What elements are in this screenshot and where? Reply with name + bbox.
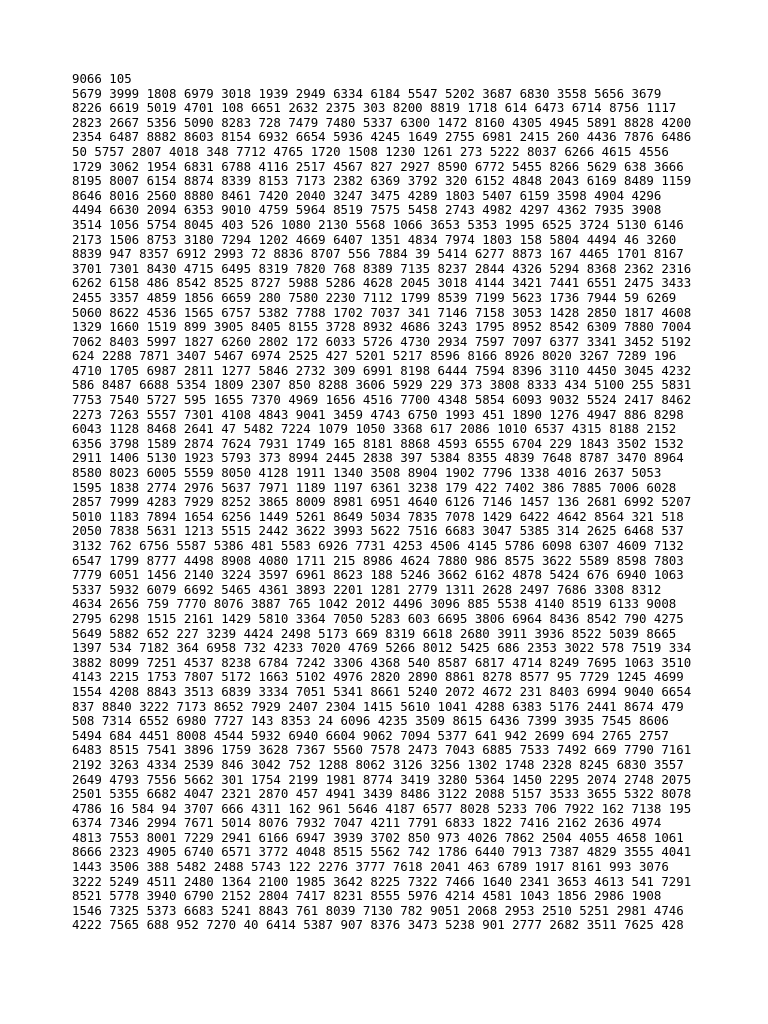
text-line: 2173 1506 8753 3180 7294 1202 4669 6407 1351 4834 7974 1803 158 5804 4494 46 3260 (72, 231, 677, 247)
text-line: 2050 7838 5631 1213 5515 2442 3622 3993 5622 7516 6683 3047 5385 314 2625 6468 537 (72, 523, 684, 539)
text-line: 6483 8515 7541 3896 1759 3628 7367 5560 7578 2473 7043 6885 7533 7492 669 7790 7161 (72, 742, 692, 758)
text-line: 837 8840 3222 7173 8652 7929 2407 2304 1415 5610 1041 4288 6383 5176 2441 8674 479 (72, 698, 684, 714)
text-line: 6356 3798 1589 2874 7624 7931 1749 165 8181 8868 4593 6555 6704 229 1843 3502 1532 (72, 435, 684, 451)
text-line: 508 7314 6552 6980 7727 143 8353 24 6096 4235 3509 8615 6436 7399 3935 7545 8606 (72, 713, 669, 729)
document-page (72, 72, 712, 933)
text-line: 1546 7325 5373 6683 5241 8843 761 8039 7130 782 9051 2068 2953 2510 5251 2981 4746 (72, 902, 684, 918)
text-line: 2354 6487 8882 8603 8154 6932 6654 5936 4245 1649 2755 6981 2415 260 4436 7876 6486 (72, 129, 692, 145)
text-line: 1329 1660 1519 899 3905 8405 8155 3728 8932 4686 3243 1795 8952 8542 6309 7880 7004 (72, 319, 692, 335)
text-line: 3514 1056 5754 8045 403 526 1080 2130 5568 1066 3653 5353 1995 6525 3724 5130 6146 (72, 216, 684, 232)
text-line: 8666 2323 4905 6740 6571 3772 4048 8515 5562 742 1786 6440 7913 7387 4829 3555 4041 (72, 844, 692, 860)
text-line: 4143 2215 1753 7807 5172 1663 5102 4976 2820 2890 8861 8278 8577 95 7729 1245 4699 (72, 669, 684, 685)
text-line: 7062 8403 5997 1827 6260 2802 172 6033 5726 4730 2934 7597 7097 6377 3341 3452 5192 (72, 333, 692, 349)
text-line: 7753 7540 5727 595 1655 7370 4969 1656 4516 7700 4348 5854 6093 9032 5524 2417 8462 (72, 392, 692, 408)
text-line: 8521 5778 3940 6790 2152 2804 7417 8231 8555 5976 4214 4581 1043 1856 2986 1908 (72, 888, 662, 904)
text-line: 6043 1128 8468 2641 47 5482 7224 1079 1050 3368 617 2086 1010 6537 4315 8188 2152 (72, 421, 677, 437)
text-line: 8580 8023 6005 5559 8050 4128 1911 1340 3508 8904 1902 7796 1338 4016 2637 5053 (72, 465, 662, 481)
text-line: 5679 3999 1808 6979 3018 1939 2949 6334 6184 5547 5202 3687 6830 3558 5656 3679 (72, 85, 662, 101)
text-line: 1729 3062 1954 6831 6788 4116 2517 4567 827 2927 8590 6772 5455 8266 5629 638 3666 (72, 158, 684, 174)
text-line: 1595 1838 2774 2976 5637 7971 1189 1197 6361 3238 179 422 7402 386 7885 7006 6028 (72, 479, 677, 495)
text-line: 2911 1406 5130 1923 5793 373 8994 2445 2838 397 5384 8355 4839 7648 8787 3470 8964 (72, 450, 684, 466)
text-line: 6262 6158 486 8542 8525 8727 5988 5286 4628 2045 3018 4144 3421 7441 6551 2475 3433 (72, 275, 692, 291)
number-text-block (72, 72, 712, 933)
text-line: 4786 16 584 94 3707 666 4311 162 961 5646 4187 6577 8028 5233 706 7922 162 7138 195 (72, 800, 692, 816)
text-line: 1554 4208 8843 3513 6839 3334 7051 5341 8661 5240 2072 4672 231 8403 6994 9040 6654 (72, 683, 692, 699)
text-line: 6374 7346 2994 7671 5014 8076 7932 7047 4211 7791 6833 1822 7416 2162 2636 4974 (72, 815, 662, 831)
text-line: 9066 105 (72, 71, 132, 86)
text-line: 5649 5882 652 227 3239 4424 2498 5173 669 8319 6618 2680 3911 3936 8522 5039 8665 (72, 625, 677, 641)
text-line: 1443 3506 388 5482 2488 5743 122 2276 3777 7618 2041 463 6789 1917 8161 993 3076 (72, 859, 669, 875)
text-line: 4494 6630 2094 6353 9010 4759 5964 8519 7575 5458 2743 4982 4297 4362 7935 3908 (72, 202, 662, 218)
text-line: 5337 5932 6079 6692 5465 4361 3893 2201 1281 2779 1311 2628 2497 7686 3308 8312 (72, 581, 662, 597)
text-line: 3132 762 6756 5587 5386 481 5583 6926 7731 4253 4506 4145 5786 6098 6307 4609 7132 (72, 538, 684, 553)
text-line: 4634 2656 759 7770 8076 3887 765 1042 2012 4496 3096 885 5538 4140 8519 6133 9008 (72, 596, 677, 612)
text-line: 7779 6051 1456 2140 3224 3597 6961 8623 188 5246 3662 6162 4878 5424 676 6940 1063 (72, 567, 684, 583)
text-line: 2649 4793 7556 5662 301 1754 2199 1981 8774 3419 3280 5364 1450 2295 2074 2748 2075 (72, 771, 692, 787)
text-line: 4222 7565 688 952 7270 40 6414 5387 907 8376 3473 5238 901 2777 2682 3511 7625 428 (72, 917, 684, 933)
text-line: 5060 8622 4536 1565 6757 5382 7788 1702 7037 341 7146 7158 3053 1428 2850 1817 4608 (72, 304, 692, 320)
text-line: 3701 7301 8430 4715 6495 8319 7820 768 8389 7135 8237 2844 4326 5294 8368 2362 2316 (72, 260, 692, 276)
text-line: 6547 1799 8777 4498 8908 4080 1711 215 8986 4624 7880 986 8575 3622 5589 8598 7803 (72, 552, 684, 568)
text-line: 50 5757 2807 4018 348 7712 4765 1720 1508 1230 1261 273 5222 8037 6266 4615 4556 (72, 143, 669, 159)
text-line: 4710 1705 6987 2811 1277 5846 2732 309 6991 8198 6444 7594 8396 3110 4450 3045 4232 (72, 362, 692, 378)
text-line: 8839 947 8357 6912 2993 72 8836 8707 556 7884 39 5414 6277 8873 167 4465 1701 8167 (72, 246, 684, 262)
text-line: 2501 5355 6682 4047 2321 2870 457 4941 3439 8486 3122 2088 5157 3533 3655 5322 8078 (72, 786, 692, 802)
text-line: 624 2288 7871 3407 5467 6974 2525 427 5201 5217 8596 8166 8926 8020 3267 7289 196 (72, 348, 677, 364)
text-line: 5010 1183 7894 1654 6256 1449 5261 8649 5034 7835 7078 1429 6422 4642 8564 321 518 (72, 508, 684, 524)
text-line: 2857 7999 4283 7929 8252 3865 8009 8981 6951 4640 6126 7146 1457 136 2681 6992 5207 (72, 494, 692, 510)
text-line: 3882 8099 7251 4537 8238 6784 7242 3306 4368 540 8587 6817 4714 8249 7695 1063 3510 (72, 654, 692, 670)
text-line: 3222 5249 4511 2480 1364 2100 1985 3642 8225 7322 7466 1640 2341 3653 4613 541 7291 (72, 873, 692, 889)
text-line: 8646 8016 2560 8880 8461 7420 2040 3247 3475 4289 1803 5407 6159 3598 4904 4296 (72, 187, 662, 203)
text-line: 8226 6619 5019 4701 108 6651 2632 2375 303 8200 8819 1718 614 6473 6714 8756 1117 (72, 100, 677, 116)
text-line: 2455 3357 4859 1856 6659 280 7580 2230 7112 1799 8539 7199 5623 1736 7944 59 6269 (72, 289, 677, 305)
text-line: 5494 684 4451 8008 4544 5932 6940 6604 9062 7094 5377 641 942 2699 694 2765 2757 (72, 727, 669, 743)
text-line: 2192 3263 4334 2539 846 3042 752 1288 8062 3126 3256 1302 1748 2328 8245 6830 3557 (72, 756, 684, 772)
text-line: 1397 534 7182 364 6958 732 4233 7020 4769 5266 8012 5425 686 2353 3022 578 7519 334 (72, 640, 692, 656)
text-line: 586 8487 6688 5354 1809 2307 850 8288 3606 5929 229 373 3808 8333 434 5100 255 5831 (72, 377, 692, 393)
text-line: 2795 6298 1515 2161 1429 5810 3364 7050 5283 603 6695 3806 6964 8436 8542 790 4275 (72, 610, 684, 626)
text-line: 4813 7553 8001 7229 2941 6166 6947 3939 3702 850 973 4026 7862 2504 4055 4658 1061 (72, 829, 684, 845)
text-line: 2273 7263 5557 7301 4108 4843 9041 3459 4743 6750 1993 451 1890 1276 4947 886 8298 (72, 406, 684, 422)
text-line: 2823 2667 5356 5090 8283 728 7479 7480 5337 6300 1472 8160 4305 4945 5891 8828 4200 (72, 114, 692, 130)
text-line: 8195 8007 6154 8874 8339 8153 7173 2382 6369 3792 320 6152 4848 2043 6169 8489 1159 (72, 173, 692, 189)
